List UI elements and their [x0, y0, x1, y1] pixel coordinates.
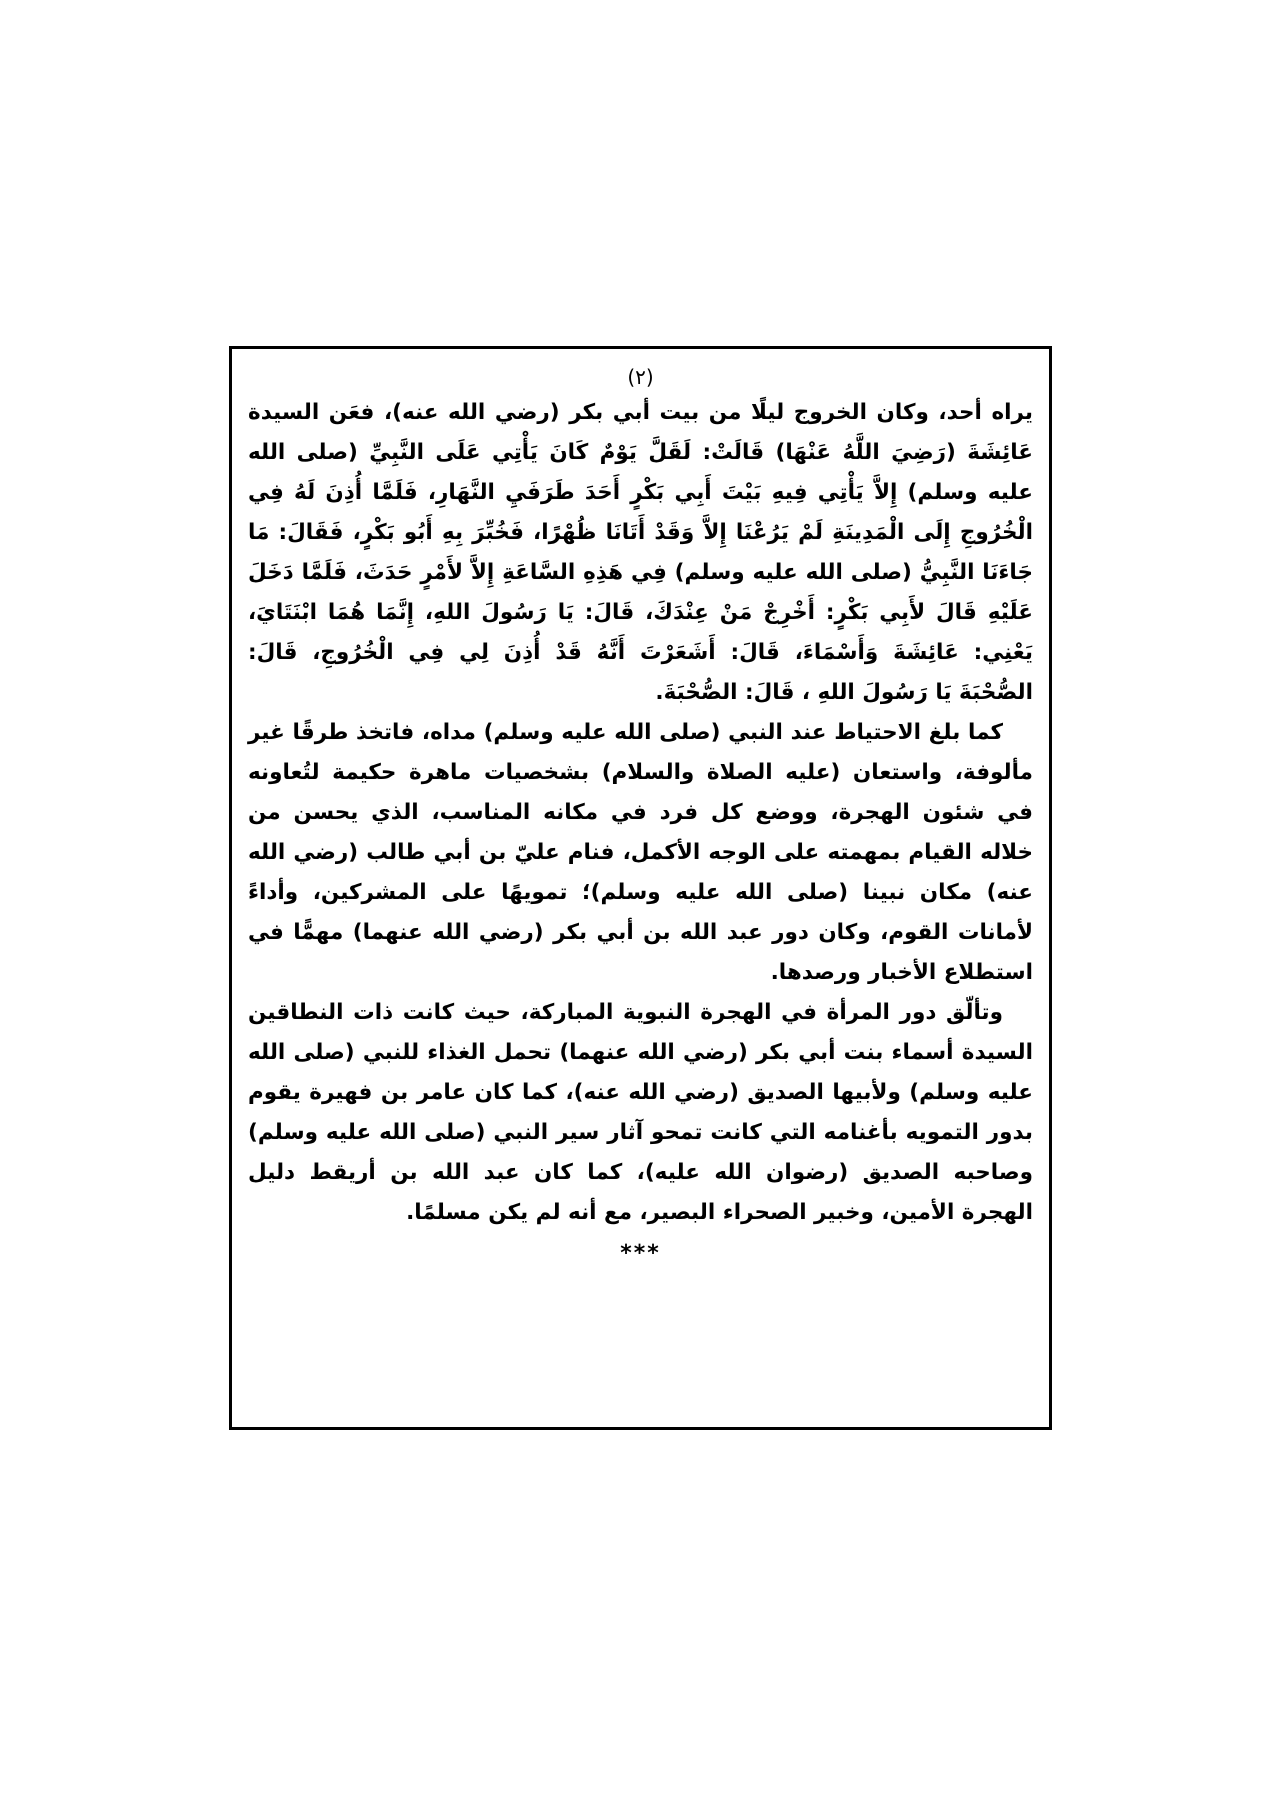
paragraph-hadith: يراه أحد، وكان الخروج ليلًا من بيت أبي بكر (رضي الله عنه)، فعَن السيدة عَائِشَةَ (رَضِيَ اللَّهُ عَنْهَا) قَالَتْ: لَقَلَّ يَوْمٌ كَانَ يَأْتِي عَلَى النَّبِيِّ (صلى الله عليه وسلم) إِلاَّ يَأْتِي فِيهِ بَيْتَ أَبِي بَكْرٍ أَحَدَ طَرَفَيِ النَّهَارِ، فَلَمَّا أُذِنَ لَهُ فِي الْخُرُوجِ إِلَى الْمَدِينَةِ لَمْ يَرُعْنَا إِلاَّ وَقَدْ أَتَانَا ظُهْرًا، فَخُبِّرَ بِهِ أَبُو بَكْرٍ، فَقَالَ: مَا جَاءَنَا النَّبِيُّ (صلى الله عليه وسلم) فِي هَذِهِ السَّاعَةِ إِلاَّ لأَمْرٍ حَدَثَ، فَلَمَّا دَخَلَ عَلَيْهِ قَالَ لأَبِي بَكْرٍ: أَخْرِجْ مَنْ عِنْدَكَ، قَالَ: يَا رَسُولَ اللهِ، إِنَّمَا هُمَا ابْنَتَايَ، يَعْنِي: عَائِشَةَ وَأَسْمَاءَ، قَالَ: أَشَعَرْتَ أَنَّهُ قَدْ أُذِنَ لِي فِي الْخُرُوجِ، قَالَ: الصُّحْبَةَ يَا رَسُولَ اللهِ ، قَالَ: الصُّحْبَةَ. [248, 400, 1033, 705]
page-number: (٢) [627, 365, 654, 389]
paragraph-precaution: كما بلغ الاحتياط عند النبي (صلى الله عليه وسلم) مداه، فاتخذ طرقًا غير مألوفة، واستعان (عليه الصلاة والسلام) بشخصيات ماهرة حكيمة لتُعاونه في شئون الهجرة، ووضع كل فرد في مكانه المناسب، الذي يحسن من خلاله القيام بمهمته على الوجه الأكمل، فنام عليّ بن أبي طالب (رضي الله عنه) مكان نبينا (صلى الله عليه وسلم)؛ تمويهًا على المشركين، وأداءً لأمانات القوم، وكان دور عبد الله بن أبي بكر (رضي الله عنهما) مهمًّا في استطلاع الأخبار ورصدها. [248, 720, 1033, 985]
text-frame [229, 346, 1052, 1430]
section-separator: *** [620, 1241, 661, 1266]
paragraph-women-role: وتألّق دور المرأة في الهجرة النبوية المباركة، حيث كانت ذات النطاقين السيدة أسماء بنت أبي بكر (رضي الله عنهما) تحمل الغذاء للنبي (صلى الله عليه وسلم) ولأبيها الصديق (رضي الله عنه)، كما كان عامر بن فهيرة يقوم بدور التمويه بأغنامه التي كانت تمحو آثار سير النبي (صلى الله عليه وسلم) وصاحبه الصديق (رضوان الله عليه)، كما كان عبد الله بن أريقط دليل الهجرة الأمين، وخبير الصحراء البصير، مع أنه لم يكن مسلمًا. [248, 1000, 1033, 1225]
